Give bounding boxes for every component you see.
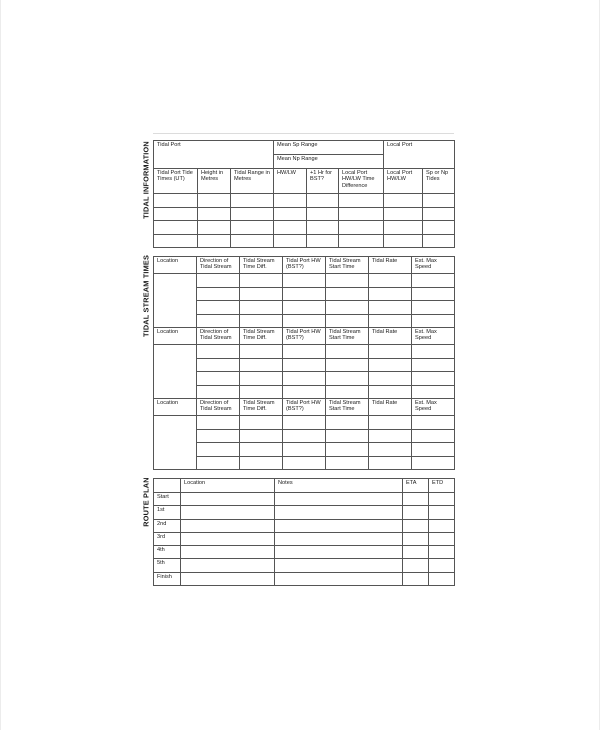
table-header: Location <box>181 479 275 493</box>
table-cell[interactable] <box>283 274 326 288</box>
table-cell[interactable] <box>240 287 283 301</box>
table-cell[interactable] <box>412 358 455 372</box>
table-cell[interactable] <box>326 372 369 386</box>
table-cell[interactable] <box>275 493 403 506</box>
table-cell[interactable] <box>369 287 412 301</box>
table-cell[interactable] <box>412 416 455 430</box>
table-cell[interactable] <box>197 345 240 359</box>
table-header: Notes <box>275 479 403 493</box>
table-cell[interactable] <box>240 456 283 470</box>
table-header: Height in Metres <box>198 169 231 194</box>
table-header: Tidal Stream Time Diff. <box>240 257 283 274</box>
table-header: Direction of Tidal Stream <box>197 399 240 416</box>
table-cell[interactable] <box>197 301 240 315</box>
table-cell[interactable] <box>326 358 369 372</box>
table-cell[interactable] <box>275 546 403 559</box>
route-plan-label: ROUTE PLAN <box>141 477 151 527</box>
stream-header-row <box>154 399 455 416</box>
table-cell[interactable] <box>274 207 307 221</box>
stream-header-row <box>154 257 455 274</box>
table-cell[interactable] <box>197 372 240 386</box>
table-cell[interactable] <box>307 234 339 248</box>
table-cell[interactable] <box>181 559 275 572</box>
table-cell[interactable] <box>412 429 455 443</box>
row-label: Start <box>154 493 181 506</box>
table-cell[interactable] <box>429 532 455 545</box>
table-row <box>154 385 455 399</box>
table-cell[interactable] <box>181 546 275 559</box>
table-header: Location <box>154 399 197 416</box>
table-header: Direction of Tidal Stream <box>197 257 240 274</box>
row-label: Finish <box>154 572 181 585</box>
table-cell[interactable] <box>283 345 326 359</box>
table-cell[interactable] <box>384 221 423 235</box>
table-cell[interactable] <box>198 194 231 208</box>
table-cell[interactable] <box>384 207 423 221</box>
table-cell[interactable] <box>283 443 326 457</box>
table-cell[interactable] <box>231 234 274 248</box>
table-row <box>154 372 455 386</box>
table-cell[interactable] <box>429 572 455 585</box>
table-cell[interactable] <box>384 194 423 208</box>
table-cell[interactable] <box>274 234 307 248</box>
table-cell[interactable] <box>369 429 412 443</box>
table-cell[interactable] <box>403 532 429 545</box>
table-cell[interactable] <box>197 287 240 301</box>
table-cell[interactable] <box>181 493 275 506</box>
table-header: Est. Max Speed <box>412 257 455 274</box>
table-cell[interactable] <box>274 194 307 208</box>
table-cell[interactable] <box>403 546 429 559</box>
table-row <box>154 572 455 585</box>
table-header: Est. Max Speed <box>412 399 455 416</box>
table-row <box>154 493 455 506</box>
table-header: ETA <box>403 479 429 493</box>
table-cell[interactable] <box>326 274 369 288</box>
table-header: Tidal Port HW (BST?) <box>283 399 326 416</box>
table-row <box>154 234 455 248</box>
table-header: Est. Max Speed <box>412 328 455 345</box>
table-cell[interactable] <box>429 546 455 559</box>
table-cell[interactable] <box>240 385 283 399</box>
table-cell[interactable] <box>154 221 198 235</box>
table-cell[interactable] <box>240 429 283 443</box>
table-cell[interactable] <box>429 506 455 519</box>
table-cell[interactable] <box>198 234 231 248</box>
table-row <box>154 456 455 470</box>
table-cell[interactable] <box>403 559 429 572</box>
table-row <box>154 416 455 430</box>
table-cell[interactable] <box>283 385 326 399</box>
table-cell[interactable] <box>369 416 412 430</box>
table-cell[interactable] <box>231 221 274 235</box>
table-row <box>154 559 455 572</box>
table-row <box>154 194 455 208</box>
table-header: Tidal Stream Time Diff. <box>240 399 283 416</box>
table-cell[interactable] <box>339 221 384 235</box>
table-header: Tidal Stream Start Time <box>326 257 369 274</box>
table-row <box>154 443 455 457</box>
table-header: Tidal Port HW (BST?) <box>283 328 326 345</box>
tidal-information-label: TIDAL INFORMATION <box>141 141 151 219</box>
table-cell[interactable] <box>181 519 275 532</box>
table-header: Tidal Port Tide Times (UT) <box>154 169 198 194</box>
table-cell[interactable] <box>412 456 455 470</box>
table-row <box>154 345 455 359</box>
table-cell[interactable] <box>384 234 423 248</box>
table-cell[interactable] <box>369 345 412 359</box>
table-cell[interactable] <box>240 314 283 328</box>
table-cell[interactable] <box>369 443 412 457</box>
table-cell[interactable] <box>181 572 275 585</box>
table-row <box>154 301 455 315</box>
table-cell[interactable] <box>369 301 412 315</box>
table-cell[interactable] <box>423 221 455 235</box>
table-cell[interactable] <box>154 194 198 208</box>
table-cell[interactable] <box>154 234 198 248</box>
table-cell[interactable] <box>198 221 231 235</box>
table-cell[interactable] <box>197 314 240 328</box>
table-cell[interactable] <box>307 221 339 235</box>
tidal-header-row <box>154 169 455 194</box>
table-cell[interactable] <box>423 207 455 221</box>
table-header: Location <box>154 257 197 274</box>
table-cell[interactable] <box>197 416 240 430</box>
table-cell[interactable] <box>403 572 429 585</box>
table-header: Tidal Port HW (BST?) <box>283 257 326 274</box>
table-cell[interactable] <box>240 443 283 457</box>
table-cell[interactable] <box>429 559 455 572</box>
location-cell[interactable] <box>154 345 197 399</box>
table-header: +1 Hr for BST? <box>307 169 339 194</box>
table-cell[interactable] <box>231 207 274 221</box>
table-header: Sp or Np Tides <box>423 169 455 194</box>
table-header: Tidal Rate <box>369 328 412 345</box>
table-cell[interactable] <box>326 287 369 301</box>
top-rule <box>153 133 454 134</box>
table-cell[interactable] <box>197 456 240 470</box>
table-header: ETD <box>429 479 455 493</box>
table-cell[interactable] <box>240 274 283 288</box>
table-cell[interactable] <box>240 358 283 372</box>
table-row <box>154 358 455 372</box>
table-cell[interactable] <box>326 314 369 328</box>
table-cell[interactable] <box>403 519 429 532</box>
stream-header-row <box>154 328 455 345</box>
table-cell[interactable] <box>181 506 275 519</box>
table-header: Tidal Stream Time Diff. <box>240 328 283 345</box>
route-header-row <box>154 479 455 493</box>
table-cell[interactable] <box>339 234 384 248</box>
table-header: HW/LW <box>274 169 307 194</box>
table-cell[interactable] <box>197 429 240 443</box>
table-cell[interactable] <box>283 314 326 328</box>
table-cell[interactable] <box>198 207 231 221</box>
table-cell[interactable] <box>326 456 369 470</box>
local-port-field[interactable]: Local Port <box>384 141 455 169</box>
table-cell[interactable] <box>283 429 326 443</box>
table-cell[interactable] <box>412 301 455 315</box>
table-cell[interactable] <box>369 385 412 399</box>
table-cell[interactable] <box>181 532 275 545</box>
row-label: 5th <box>154 559 181 572</box>
table-cell[interactable] <box>283 301 326 315</box>
table-cell[interactable] <box>403 493 429 506</box>
location-cell[interactable] <box>154 274 197 328</box>
table-header: Local Port HW/LW <box>384 169 423 194</box>
table-cell[interactable] <box>369 274 412 288</box>
table-cell[interactable] <box>412 443 455 457</box>
table-row <box>154 506 455 519</box>
table-row <box>154 546 455 559</box>
table-cell[interactable] <box>339 194 384 208</box>
table-row <box>154 532 455 545</box>
table-row <box>154 207 455 221</box>
table-cell[interactable] <box>429 519 455 532</box>
table-cell[interactable] <box>423 194 455 208</box>
table-header: Location <box>154 328 197 345</box>
table-cell[interactable] <box>274 221 307 235</box>
table-cell[interactable] <box>423 234 455 248</box>
table-cell[interactable] <box>412 314 455 328</box>
table-header: Local Port HW/LW Time Difference <box>339 169 384 194</box>
row-label: 1st <box>154 506 181 519</box>
row-label: 4th <box>154 546 181 559</box>
table-cell[interactable] <box>283 372 326 386</box>
tidal-stream-times-label: TIDAL STREAM TIMES <box>141 254 151 338</box>
table-cell[interactable] <box>283 287 326 301</box>
table-header: Tidal Rate <box>369 399 412 416</box>
row-label: 2nd <box>154 519 181 532</box>
table-cell[interactable] <box>326 301 369 315</box>
table-cell[interactable] <box>307 194 339 208</box>
tidal-information-table <box>153 140 455 248</box>
mean-sp-range-field[interactable]: Mean Sp Range <box>274 141 384 155</box>
table-cell[interactable] <box>240 372 283 386</box>
table-cell[interactable] <box>412 385 455 399</box>
table-row <box>154 287 455 301</box>
table-header: Tidal Stream Start Time <box>326 399 369 416</box>
table-header: Tidal Range in Metres <box>231 169 274 194</box>
table-cell[interactable] <box>412 274 455 288</box>
table-cell[interactable] <box>412 372 455 386</box>
table-cell[interactable] <box>283 456 326 470</box>
table-cell[interactable] <box>275 506 403 519</box>
table-cell[interactable] <box>197 358 240 372</box>
table-cell[interactable] <box>326 345 369 359</box>
route-plan-table <box>153 478 455 586</box>
table-cell[interactable] <box>326 443 369 457</box>
mean-np-range-field[interactable]: Mean Np Range <box>274 155 384 169</box>
table-row <box>154 274 455 288</box>
table-cell[interactable] <box>197 274 240 288</box>
table-cell[interactable] <box>240 416 283 430</box>
table-row <box>154 314 455 328</box>
table-cell[interactable] <box>275 532 403 545</box>
table-cell[interactable] <box>326 385 369 399</box>
table-cell[interactable] <box>154 207 198 221</box>
tidal-stream-times-table <box>153 256 455 470</box>
table-cell[interactable] <box>240 301 283 315</box>
table-row <box>154 221 455 235</box>
table-cell[interactable] <box>307 207 339 221</box>
row-label: 3rd <box>154 532 181 545</box>
table-cell[interactable] <box>275 559 403 572</box>
table-cell[interactable] <box>197 385 240 399</box>
table-header: Tidal Stream Start Time <box>326 328 369 345</box>
table-cell[interactable] <box>369 314 412 328</box>
table-cell[interactable] <box>369 456 412 470</box>
table-header: Direction of Tidal Stream <box>197 328 240 345</box>
table-cell[interactable] <box>326 416 369 430</box>
table-cell[interactable] <box>197 443 240 457</box>
table-cell[interactable] <box>231 194 274 208</box>
table-cell[interactable] <box>275 519 403 532</box>
table-row <box>154 519 455 532</box>
table-row <box>154 429 455 443</box>
table-cell[interactable] <box>283 358 326 372</box>
table-cell[interactable] <box>283 416 326 430</box>
table-cell[interactable] <box>240 345 283 359</box>
table-cell[interactable] <box>369 372 412 386</box>
table-cell[interactable] <box>275 572 403 585</box>
table-cell[interactable] <box>412 345 455 359</box>
location-cell[interactable] <box>154 416 197 470</box>
table-cell[interactable] <box>412 287 455 301</box>
table-cell[interactable] <box>429 493 455 506</box>
table-cell[interactable] <box>369 358 412 372</box>
table-header: Tidal Rate <box>369 257 412 274</box>
table-cell[interactable] <box>339 207 384 221</box>
table-cell[interactable] <box>326 429 369 443</box>
tidal-port-field[interactable]: Tidal Port <box>154 141 274 169</box>
table-cell[interactable] <box>403 506 429 519</box>
table-header <box>154 479 181 493</box>
